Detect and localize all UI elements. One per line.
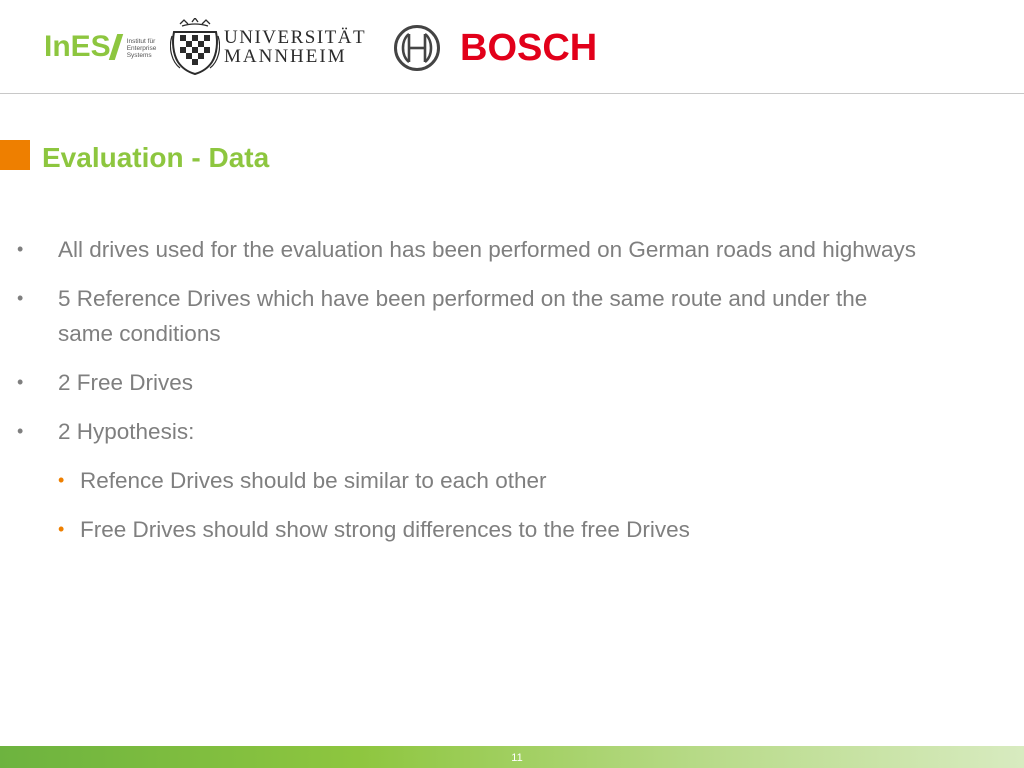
footer-bar xyxy=(0,746,1024,768)
bosch-wordmark: BOSCH xyxy=(460,27,598,69)
sub-bullet-text: Refence Drives should be similar to each other xyxy=(80,468,547,493)
bullet-text: 2 Hypothesis: xyxy=(58,419,195,444)
bullet-text: All drives used for the evaluation has been performed on German roads and highways xyxy=(58,237,916,262)
sub-bullet-item xyxy=(0,463,1024,498)
ines-subtitle-line: Institut für xyxy=(126,37,156,45)
bullet-text: 5 Reference Drives which have been performed on the same route and under the same conditions xyxy=(58,286,868,346)
orange-square-icon xyxy=(0,140,30,170)
bullet-dot-icon: • xyxy=(17,421,24,441)
bullet-dot-icon: • xyxy=(17,239,24,259)
bullet-dot-icon: • xyxy=(17,288,24,308)
ines-logo-wordmark xyxy=(44,32,111,62)
slide-title: Evaluation - Data xyxy=(42,142,270,173)
sub-bullet-dot-icon: • xyxy=(58,470,65,490)
bullet-dot-icon: • xyxy=(17,372,24,392)
page-number: 11 xyxy=(511,752,523,764)
university-name-line1: UNIVERSITÄT xyxy=(224,27,367,48)
ines-logo xyxy=(44,30,167,64)
ines-subtitle-line: Systems xyxy=(126,51,152,59)
bullet-item xyxy=(0,365,1024,400)
university-name-line2: MANNHEIM xyxy=(224,46,347,67)
university-mannheim-logo xyxy=(170,18,366,76)
bullet-text: 2 Free Drives xyxy=(58,370,194,395)
ines-logo-subtitle xyxy=(127,38,167,59)
university-crest-icon xyxy=(170,18,220,76)
ines-logo-es: ES xyxy=(70,30,111,63)
ines-logo-in: In xyxy=(44,30,71,63)
bullet-list xyxy=(0,232,1024,547)
bullet-item xyxy=(0,414,1024,449)
slide-header xyxy=(0,0,1024,94)
bullet-item xyxy=(0,232,1024,267)
sub-bullet-dot-icon: • xyxy=(58,519,65,539)
bullet-item xyxy=(0,281,1024,351)
university-name xyxy=(224,28,366,66)
sub-bullet-item xyxy=(0,512,1024,547)
ines-subtitle-line: Enterprise xyxy=(126,44,157,52)
bosch-armature-icon xyxy=(393,24,441,72)
sub-bullet-text: Free Drives should show strong differences to the free Drives xyxy=(80,517,690,542)
